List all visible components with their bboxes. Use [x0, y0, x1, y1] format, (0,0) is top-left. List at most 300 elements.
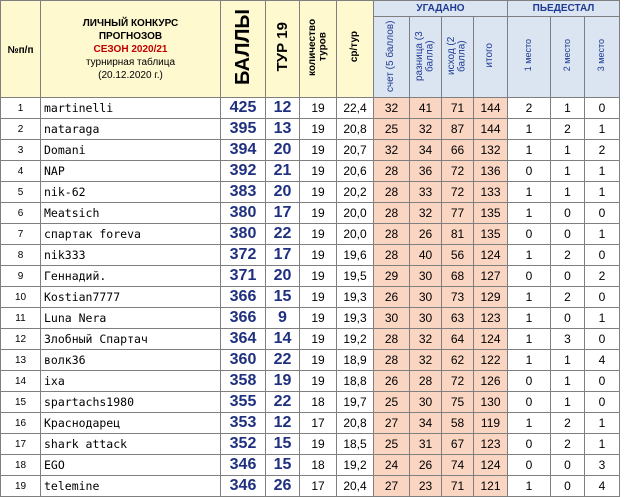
points-cell: 425 — [221, 98, 266, 119]
average-cell: 18,5 — [337, 434, 374, 455]
tour-points-cell: 15 — [266, 434, 300, 455]
table-row — [1, 329, 620, 350]
participant-name-cell: nik-62 — [41, 182, 221, 203]
points-cell: 372 — [221, 245, 266, 266]
rank-cell: 9 — [1, 266, 41, 287]
outcome-cell: 72 — [442, 182, 474, 203]
tour-count-cell: 19 — [300, 329, 337, 350]
third-place-cell: 1 — [585, 119, 620, 140]
diff-cell: 32 — [410, 350, 442, 371]
outcome-cell: 68 — [442, 266, 474, 287]
rank-cell: 16 — [1, 413, 41, 434]
podium-group-label: ПЬЕДЕСТАЛ — [532, 3, 595, 14]
outcome-cell: 75 — [442, 392, 474, 413]
diff-cell: 36 — [410, 161, 442, 182]
average-cell: 19,2 — [337, 455, 374, 476]
tour-points-cell: 9 — [266, 308, 300, 329]
participant-name-cell: волк36 — [41, 350, 221, 371]
outcome-header-label: исход (2 балла) — [446, 36, 468, 75]
rank-cell: 12 — [1, 329, 41, 350]
first-place-cell: 2 — [508, 98, 551, 119]
rank-cell: 10 — [1, 287, 41, 308]
score-cell: 29 — [374, 266, 410, 287]
score-cell: 24 — [374, 455, 410, 476]
score-cell: 25 — [374, 119, 410, 140]
second-place-cell: 1 — [551, 161, 585, 182]
third-place-cell: 0 — [585, 98, 620, 119]
tour-points-cell: 26 — [266, 476, 300, 497]
average-cell: 19,5 — [337, 266, 374, 287]
points-header-label: БАЛЛЫ — [231, 8, 254, 85]
total-cell: 121 — [474, 476, 508, 497]
tour-points-cell: 22 — [266, 224, 300, 245]
table-row — [1, 203, 620, 224]
points-cell: 358 — [221, 371, 266, 392]
average-cell: 22,4 — [337, 98, 374, 119]
rank-cell: 4 — [1, 161, 41, 182]
tour-count-cell: 19 — [300, 308, 337, 329]
score-cell: 25 — [374, 434, 410, 455]
total-cell: 135 — [474, 224, 508, 245]
points-cell: 380 — [221, 203, 266, 224]
first-place-cell: 1 — [508, 140, 551, 161]
tour-count-cell: 19 — [300, 287, 337, 308]
tour-count-cell: 17 — [300, 413, 337, 434]
first-place-cell: 1 — [508, 245, 551, 266]
points-cell: 380 — [221, 224, 266, 245]
third-place-cell: 2 — [585, 266, 620, 287]
first-place-cell: 1 — [508, 329, 551, 350]
score-cell: 27 — [374, 476, 410, 497]
tour-points-cell: 14 — [266, 329, 300, 350]
total-cell: 132 — [474, 140, 508, 161]
third-place-cell: 1 — [585, 308, 620, 329]
third-place-cell: 4 — [585, 350, 620, 371]
header-points — [221, 1, 266, 98]
score-cell: 26 — [374, 287, 410, 308]
third-place-cell: 0 — [585, 203, 620, 224]
outcome-cell: 77 — [442, 203, 474, 224]
participant-name-cell: Domani — [41, 140, 221, 161]
score-cell: 32 — [374, 140, 410, 161]
second-place-cell: 0 — [551, 224, 585, 245]
first-place-cell: 0 — [508, 266, 551, 287]
second-place-cell: 1 — [551, 140, 585, 161]
points-cell: 346 — [221, 476, 266, 497]
header-second — [551, 17, 585, 98]
table-row — [1, 371, 620, 392]
second-place-cell: 1 — [551, 371, 585, 392]
tour-count-cell: 19 — [300, 434, 337, 455]
rank-cell: 19 — [1, 476, 41, 497]
table-row — [1, 161, 620, 182]
header-num — [1, 1, 41, 98]
num-header-label: №п/п — [7, 45, 34, 56]
participant-name-cell: telemine — [41, 476, 221, 497]
diff-cell: 30 — [410, 287, 442, 308]
points-cell: 392 — [221, 161, 266, 182]
diff-cell: 32 — [410, 329, 442, 350]
points-cell: 360 — [221, 350, 266, 371]
average-cell: 20,4 — [337, 476, 374, 497]
points-cell: 346 — [221, 455, 266, 476]
header-score — [374, 17, 410, 98]
rank-cell: 1 — [1, 98, 41, 119]
total-cell: 124 — [474, 245, 508, 266]
first-place-cell: 0 — [508, 161, 551, 182]
tour-count-cell: 18 — [300, 455, 337, 476]
score-cell: 27 — [374, 413, 410, 434]
rank-cell: 14 — [1, 371, 41, 392]
average-cell: 18,8 — [337, 371, 374, 392]
participant-name-cell: Kostian7777 — [41, 287, 221, 308]
tour-points-cell: 20 — [266, 266, 300, 287]
second-place-cell: 3 — [551, 329, 585, 350]
points-cell: 394 — [221, 140, 266, 161]
guessed-group-label: УГАДАНО — [416, 3, 465, 14]
rank-cell: 6 — [1, 203, 41, 224]
third-place-cell: 1 — [585, 161, 620, 182]
first-place-cell: 0 — [508, 224, 551, 245]
points-cell: 371 — [221, 266, 266, 287]
participant-name-cell: Краснодарец — [41, 413, 221, 434]
first-place-header-label: 1 место — [523, 39, 534, 72]
header-outcome — [442, 17, 474, 98]
podium-group-header — [508, 1, 620, 17]
first-place-cell: 1 — [508, 308, 551, 329]
participant-name-cell: spartachs1980 — [41, 392, 221, 413]
total-cell: 122 — [474, 350, 508, 371]
tour-points-cell: 15 — [266, 455, 300, 476]
table-row — [1, 224, 620, 245]
rank-cell: 15 — [1, 392, 41, 413]
table-row — [1, 434, 620, 455]
outcome-cell: 72 — [442, 371, 474, 392]
score-cell: 28 — [374, 245, 410, 266]
tour-points-cell: 13 — [266, 119, 300, 140]
score-cell: 28 — [374, 224, 410, 245]
rank-cell: 3 — [1, 140, 41, 161]
second-place-cell: 1 — [551, 350, 585, 371]
diff-cell: 40 — [410, 245, 442, 266]
title-line-2: ПРОГНОЗОВ — [98, 30, 163, 42]
participant-name-cell: Luna Nera — [41, 308, 221, 329]
first-place-cell: 1 — [508, 476, 551, 497]
header-tour — [266, 1, 300, 98]
second-place-cell: 2 — [551, 434, 585, 455]
average-cell: 20,6 — [337, 161, 374, 182]
points-cell: 395 — [221, 119, 266, 140]
outcome-cell: 87 — [442, 119, 474, 140]
diff-cell: 26 — [410, 224, 442, 245]
table-row — [1, 455, 620, 476]
header-first — [508, 17, 551, 98]
rank-cell: 7 — [1, 224, 41, 245]
average-cell: 20,7 — [337, 140, 374, 161]
second-place-cell: 2 — [551, 413, 585, 434]
score-header-label: счет (5 баллов) — [385, 19, 397, 92]
points-cell: 383 — [221, 182, 266, 203]
points-cell: 364 — [221, 329, 266, 350]
average-cell: 19,3 — [337, 308, 374, 329]
participant-name-cell: NAP — [41, 161, 221, 182]
participant-name-cell: nataraga — [41, 119, 221, 140]
participant-name-cell: Meatsich — [41, 203, 221, 224]
count-header-label: количество туров — [306, 17, 328, 76]
participant-name-cell: martinelli — [41, 98, 221, 119]
first-place-cell: 0 — [508, 455, 551, 476]
diff-cell: 34 — [410, 413, 442, 434]
total-cell: 127 — [474, 266, 508, 287]
diff-cell: 30 — [410, 266, 442, 287]
third-place-cell: 1 — [585, 224, 620, 245]
second-place-cell: 0 — [551, 203, 585, 224]
third-place-cell: 2 — [585, 140, 620, 161]
table-row — [1, 119, 620, 140]
table-row — [1, 392, 620, 413]
outcome-cell: 56 — [442, 245, 474, 266]
rank-cell: 11 — [1, 308, 41, 329]
table-row — [1, 476, 620, 497]
total-cell: 129 — [474, 287, 508, 308]
total-cell: 135 — [474, 203, 508, 224]
season-label: СЕЗОН 2020/21 — [93, 43, 168, 55]
second-place-cell: 0 — [551, 455, 585, 476]
total-header-label: итого — [484, 43, 496, 68]
score-cell: 26 — [374, 371, 410, 392]
header-diff — [410, 17, 442, 98]
table-row — [1, 308, 620, 329]
tour-points-cell: 22 — [266, 392, 300, 413]
second-place-cell: 0 — [551, 266, 585, 287]
first-place-cell: 1 — [508, 182, 551, 203]
header-count — [300, 1, 337, 98]
subtitle: турнирная таблица — [85, 56, 176, 68]
score-cell: 30 — [374, 308, 410, 329]
total-cell: 123 — [474, 434, 508, 455]
diff-cell: 30 — [410, 308, 442, 329]
diff-cell: 33 — [410, 182, 442, 203]
average-cell: 19,2 — [337, 329, 374, 350]
third-place-cell: 0 — [585, 371, 620, 392]
average-cell: 19,6 — [337, 245, 374, 266]
tour-points-cell: 15 — [266, 287, 300, 308]
total-cell: 133 — [474, 182, 508, 203]
tour-points-cell: 21 — [266, 161, 300, 182]
points-cell: 352 — [221, 434, 266, 455]
participant-name-cell: Геннадий. — [41, 266, 221, 287]
score-cell: 28 — [374, 329, 410, 350]
first-place-cell: 1 — [508, 413, 551, 434]
outcome-cell: 74 — [442, 455, 474, 476]
outcome-cell: 62 — [442, 350, 474, 371]
tour-points-cell: 22 — [266, 350, 300, 371]
participant-name-cell: ixa — [41, 371, 221, 392]
diff-cell: 28 — [410, 371, 442, 392]
header-third — [585, 17, 620, 98]
table-row — [1, 350, 620, 371]
average-cell: 20,0 — [337, 203, 374, 224]
score-cell: 28 — [374, 350, 410, 371]
diff-cell: 30 — [410, 392, 442, 413]
table-row — [1, 266, 620, 287]
average-cell: 20,0 — [337, 224, 374, 245]
first-place-cell: 1 — [508, 203, 551, 224]
participant-name-cell: спартак forevа — [41, 224, 221, 245]
outcome-cell: 63 — [442, 308, 474, 329]
rank-cell: 17 — [1, 434, 41, 455]
total-cell: 124 — [474, 329, 508, 350]
tour-points-cell: 17 — [266, 203, 300, 224]
total-cell: 119 — [474, 413, 508, 434]
first-place-cell: 1 — [508, 119, 551, 140]
tour-points-cell: 20 — [266, 140, 300, 161]
third-place-cell: 0 — [585, 329, 620, 350]
outcome-cell: 71 — [442, 98, 474, 119]
total-cell: 136 — [474, 161, 508, 182]
average-cell: 20,8 — [337, 413, 374, 434]
total-cell: 144 — [474, 119, 508, 140]
total-cell: 124 — [474, 455, 508, 476]
diff-cell: 31 — [410, 434, 442, 455]
score-cell: 28 — [374, 203, 410, 224]
outcome-cell: 81 — [442, 224, 474, 245]
score-cell: 32 — [374, 98, 410, 119]
tour-count-cell: 19 — [300, 140, 337, 161]
diff-cell: 41 — [410, 98, 442, 119]
tour-count-cell: 19 — [300, 98, 337, 119]
tour-count-cell: 19 — [300, 266, 337, 287]
total-cell: 144 — [474, 98, 508, 119]
points-cell: 353 — [221, 413, 266, 434]
second-place-cell: 1 — [551, 182, 585, 203]
rank-cell: 8 — [1, 245, 41, 266]
participant-name-cell: Злобный Спартач — [41, 329, 221, 350]
rank-cell: 2 — [1, 119, 41, 140]
table-row — [1, 245, 620, 266]
title-line-1: ЛИЧНЫЙ КОНКУРС — [82, 17, 179, 29]
second-place-cell: 0 — [551, 308, 585, 329]
score-cell: 28 — [374, 182, 410, 203]
tour-header-label: ТУР 19 — [273, 21, 291, 72]
third-place-cell: 3 — [585, 455, 620, 476]
tour-points-cell: 20 — [266, 182, 300, 203]
third-place-cell: 0 — [585, 287, 620, 308]
points-cell: 355 — [221, 392, 266, 413]
tour-points-cell: 12 — [266, 98, 300, 119]
total-cell: 126 — [474, 371, 508, 392]
rank-cell: 18 — [1, 455, 41, 476]
score-cell: 28 — [374, 161, 410, 182]
header-total — [474, 17, 508, 98]
third-place-cell: 4 — [585, 476, 620, 497]
diff-cell: 23 — [410, 476, 442, 497]
outcome-cell: 58 — [442, 413, 474, 434]
outcome-cell: 66 — [442, 140, 474, 161]
tour-count-cell: 19 — [300, 245, 337, 266]
table-row — [1, 413, 620, 434]
avg-header-label: ср/тур — [348, 30, 360, 63]
tour-points-cell: 12 — [266, 413, 300, 434]
outcome-cell: 64 — [442, 329, 474, 350]
tour-points-cell: 17 — [266, 245, 300, 266]
diff-cell: 32 — [410, 203, 442, 224]
third-place-cell: 1 — [585, 413, 620, 434]
score-cell: 25 — [374, 392, 410, 413]
tour-count-cell: 19 — [300, 350, 337, 371]
third-place-cell: 0 — [585, 392, 620, 413]
rank-cell: 5 — [1, 182, 41, 203]
guessed-group-header — [374, 1, 508, 17]
date-label: (20.12.2020 г.) — [98, 69, 163, 81]
participant-name-cell: EGO — [41, 455, 221, 476]
tour-count-cell: 19 — [300, 182, 337, 203]
first-place-cell: 0 — [508, 392, 551, 413]
table-row — [1, 182, 620, 203]
diff-cell: 34 — [410, 140, 442, 161]
second-place-header-label: 2 место — [561, 39, 572, 72]
diff-cell: 26 — [410, 455, 442, 476]
second-place-cell: 2 — [551, 287, 585, 308]
first-place-cell: 1 — [508, 287, 551, 308]
title-block — [41, 1, 221, 98]
total-cell: 130 — [474, 392, 508, 413]
third-place-cell: 1 — [585, 182, 620, 203]
header-avg — [337, 1, 374, 98]
outcome-cell: 73 — [442, 287, 474, 308]
second-place-cell: 2 — [551, 245, 585, 266]
tour-points-cell: 19 — [266, 371, 300, 392]
tour-count-cell: 19 — [300, 224, 337, 245]
third-place-cell: 1 — [585, 434, 620, 455]
first-place-cell: 0 — [508, 371, 551, 392]
second-place-cell: 0 — [551, 476, 585, 497]
average-cell: 19,7 — [337, 392, 374, 413]
tour-count-cell: 17 — [300, 476, 337, 497]
average-cell: 20,8 — [337, 119, 374, 140]
second-place-cell: 1 — [551, 392, 585, 413]
rank-cell: 13 — [1, 350, 41, 371]
points-cell: 366 — [221, 308, 266, 329]
average-cell: 20,2 — [337, 182, 374, 203]
points-cell: 366 — [221, 287, 266, 308]
tour-count-cell: 19 — [300, 161, 337, 182]
outcome-cell: 72 — [442, 161, 474, 182]
average-cell: 18,9 — [337, 350, 374, 371]
table-row — [1, 98, 620, 119]
tour-count-cell: 18 — [300, 392, 337, 413]
third-place-header-label: 3 место — [596, 39, 607, 72]
average-cell: 19,3 — [337, 287, 374, 308]
tour-count-cell: 19 — [300, 203, 337, 224]
table-row — [1, 140, 620, 161]
second-place-cell: 2 — [551, 119, 585, 140]
table-row — [1, 287, 620, 308]
outcome-cell: 67 — [442, 434, 474, 455]
first-place-cell: 0 — [508, 434, 551, 455]
second-place-cell: 1 — [551, 98, 585, 119]
first-place-cell: 1 — [508, 350, 551, 371]
tour-count-cell: 19 — [300, 119, 337, 140]
participant-name-cell: shark attack — [41, 434, 221, 455]
outcome-cell: 71 — [442, 476, 474, 497]
diff-cell: 32 — [410, 119, 442, 140]
diff-header-label: разница (3 балла) — [414, 30, 436, 81]
total-cell: 123 — [474, 308, 508, 329]
tour-count-cell: 19 — [300, 371, 337, 392]
third-place-cell: 0 — [585, 245, 620, 266]
participant-name-cell: nik333 — [41, 245, 221, 266]
